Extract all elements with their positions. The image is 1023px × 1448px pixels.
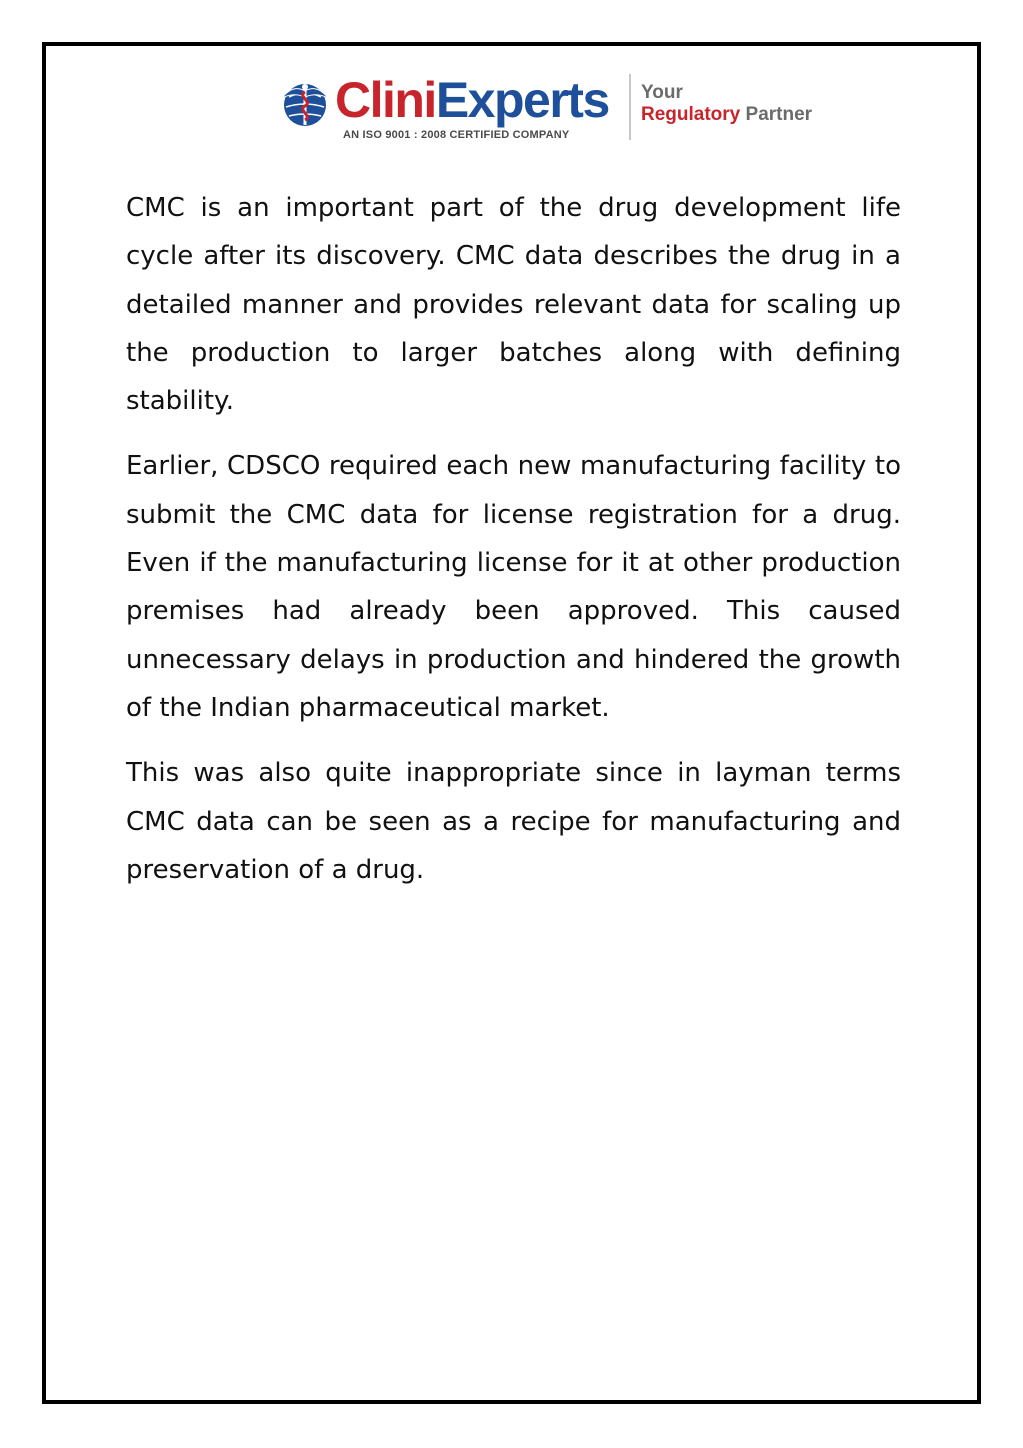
tagline-regulatory: Regulatory bbox=[641, 104, 741, 125]
brand-name bbox=[335, 72, 609, 128]
logo-divider bbox=[629, 74, 631, 140]
page-frame bbox=[42, 42, 981, 1404]
certification-text: AN ISO 9001 : 2008 CERTIFIED COMPANY bbox=[343, 129, 570, 141]
paragraph-3: This was also quite inappropriate since in layman terms CMC data can be seen as a recipe for manufacturing and preservation of a drug. bbox=[126, 758, 901, 885]
brand-name-part-1: Clini bbox=[335, 72, 436, 128]
caduceus-globe-icon bbox=[279, 80, 335, 130]
tagline-line-2 bbox=[641, 104, 812, 126]
paragraph-1: CMC is an important part of the drug development life cycle after its discovery. CMC data describes the drug in a detailed manner and provides relevant data for scaling up the production to larger batches along with defining stability. bbox=[126, 193, 901, 417]
brand-name-part-2: Experts bbox=[435, 72, 609, 128]
tagline bbox=[641, 82, 812, 126]
body-text bbox=[126, 184, 901, 911]
tagline-partner: Partner bbox=[740, 104, 813, 125]
paragraph-2: Earlier, CDSCO required each new manufacturing facility to submit the CMC data for license registration for a drug. Even if the manufacturing license for it at other production premises had already been approved. This caused unnecessary delays in production and hindered the growth of the Indian pharmaceutical market. bbox=[126, 451, 901, 723]
company-logo bbox=[279, 72, 813, 144]
tagline-line-1: Your bbox=[641, 82, 683, 103]
